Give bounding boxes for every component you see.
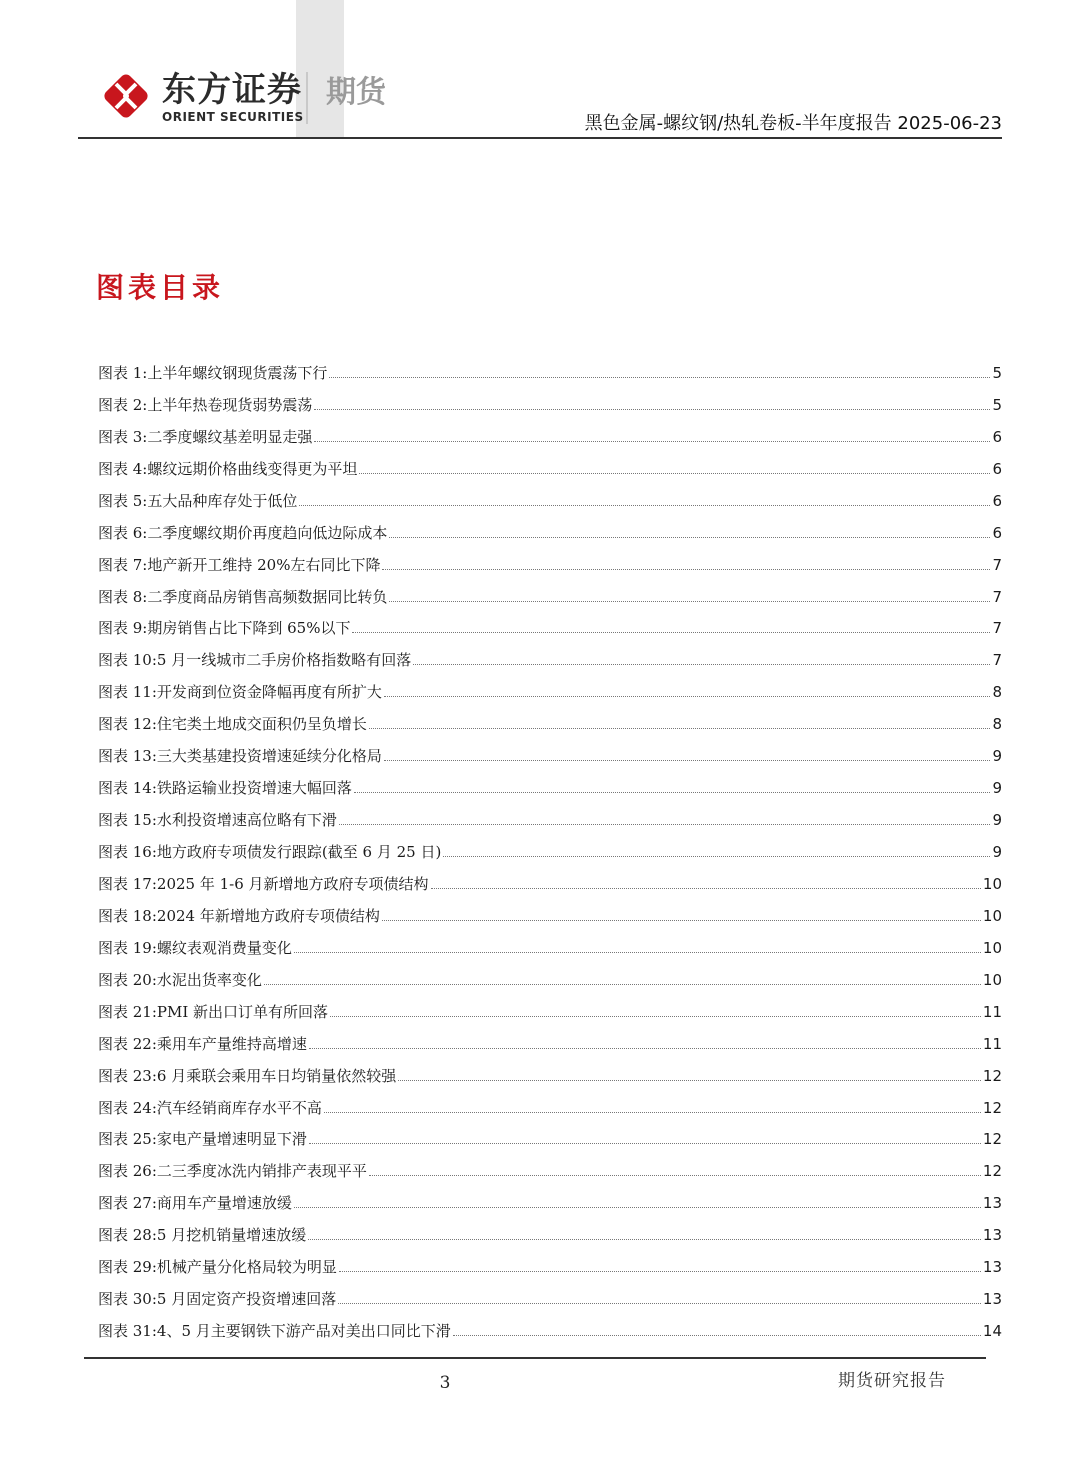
toc-entry-label: 图表 30:5 月固定资产投资增速回落 [98,1290,337,1309]
toc-entry[interactable] [98,1213,1002,1245]
header-section-label: 期货 [326,75,386,110]
toc-entry-label: 图表 18:2024 年新增地方政府专项债结构 [98,906,380,925]
toc-entry[interactable] [98,1054,1002,1086]
toc-entry-page: 6 [992,523,1002,542]
toc-entry[interactable] [98,830,1002,862]
toc-entry-label: 图表 9:期房销售占比下降到 65%以下 [98,619,351,638]
toc-entry-page: 5 [992,395,1002,414]
report-title: 黑色金属-螺纹钢/热轧卷板-半年度报告 2025-06-23 [584,113,1002,134]
toc-entry[interactable] [98,734,1002,766]
toc-title: 图表目录 [96,271,225,304]
toc-dot-leader [329,376,990,378]
toc-entry[interactable] [98,926,1002,958]
toc-entry-page: 12 [982,1066,1002,1085]
toc-dot-leader [431,887,981,889]
toc-entry[interactable] [98,351,1002,383]
orient-securities-logo-icon [100,70,152,124]
footer-rule [84,1357,986,1359]
toc-entry-page: 9 [992,843,1002,861]
toc-entry-page: 11 [982,1034,1002,1053]
toc-dot-leader [294,951,981,953]
toc-entry[interactable] [98,798,1002,830]
toc-entry[interactable] [98,766,1002,798]
toc-entry-page: 7 [992,619,1002,638]
toc-entry[interactable] [98,1086,1002,1118]
toc-entry-label: 图表 5:五大品种库存处于低位 [98,491,298,510]
toc-entry-page: 12 [982,1098,1002,1117]
toc-entry-page: 7 [992,651,1002,670]
toc-entry[interactable] [98,415,1002,447]
toc-entry-page: 6 [992,491,1002,510]
toc-entry-label: 图表 4:螺纹远期价格曲线变得更为平坦 [98,459,358,478]
toc-entry-label: 图表 14:铁路运输业投资增速大幅回落 [98,779,352,798]
toc-dot-leader [384,759,991,761]
toc-entry-page: 7 [992,587,1002,606]
toc-entry-page: 13 [982,1258,1002,1277]
toc-entry-page: 6 [992,459,1002,478]
toc-dot-leader [413,663,990,665]
toc-entry-label: 图表 23:6 月乘联会乘用车日均销量依然较强 [98,1066,397,1085]
toc-dot-leader [352,631,990,633]
toc-entry-label: 图表 28:5 月挖机销量增速放缓 [98,1226,307,1245]
header-divider [306,72,308,124]
toc-entry-page: 12 [982,1162,1002,1181]
toc-dot-leader [314,408,990,410]
toc-entry[interactable] [98,1118,1002,1150]
brand-name-chinese: 东方证券 [162,70,302,110]
toc-entry[interactable] [98,383,1002,415]
toc-dot-leader [382,919,981,921]
toc-entry[interactable] [98,1149,1002,1181]
toc-entry-label: 图表 1:上半年螺纹钢现货震荡下行 [98,363,328,382]
toc-dot-leader [369,727,991,729]
toc-entry-label: 图表 7:地产新开工维持 20%左右同比下降 [98,555,381,574]
toc-entry-page: 14 [982,1322,1002,1341]
toc-entry[interactable] [98,1181,1002,1213]
toc-dot-leader [443,855,990,857]
toc-entry-label: 图表 11:开发商到位资金降幅再度有所扩大 [98,683,382,702]
toc-dot-leader [338,1302,981,1304]
header-rule [78,137,1002,139]
toc-dot-leader [369,1174,981,1176]
toc-entry-label: 图表 31:4、5 月主要钢铁下游产品对美出口同比下滑 [98,1322,451,1341]
toc-list [98,351,1002,1341]
page-number: 3 [439,1373,451,1393]
toc-entry-label: 图表 17:2025 年 1-6 月新增地方政府专项债结构 [98,874,429,893]
footer-label: 期货研究报告 [838,1371,946,1391]
toc-entry-label: 图表 10:5 月一线城市二手房价格指数略有回落 [98,651,412,670]
toc-entry-page: 10 [982,970,1002,989]
toc-entry-label: 图表 27:商用车产量增速放缓 [98,1194,292,1213]
toc-entry[interactable] [98,1022,1002,1054]
toc-entry-label: 图表 21:PMI 新出口订单有所回落 [98,1002,329,1021]
toc-entry[interactable] [98,575,1002,607]
toc-dot-leader [299,504,990,506]
toc-entry-label: 图表 3:二季度螺纹基差明显走强 [98,427,313,446]
toc-entry[interactable] [98,990,1002,1022]
toc-entry[interactable] [98,1277,1002,1309]
toc-entry-label: 图表 26:二三季度冰洗内销排产表现平平 [98,1162,367,1181]
toc-entry-label: 图表 2:上半年热卷现货弱势震荡 [98,395,313,414]
toc-entry-page: 9 [992,779,1002,798]
toc-entry-label: 图表 16:地方政府专项债发行跟踪(截至 6 月 25 日) [98,843,442,861]
toc-entry-label: 图表 24:汽车经销商库存水平不高 [98,1098,322,1117]
toc-dot-leader [384,695,991,697]
toc-entry-page: 9 [992,747,1002,766]
toc-entry-page: 5 [992,363,1002,382]
toc-dot-leader [264,983,981,985]
toc-entry-page: 6 [992,427,1002,446]
toc-dot-leader [359,472,990,474]
toc-entry-page: 10 [982,906,1002,925]
toc-dot-leader [453,1334,981,1336]
toc-dot-leader [309,1142,981,1144]
toc-entry[interactable] [98,1309,1002,1341]
toc-entry[interactable] [98,638,1002,670]
toc-dot-leader [324,1111,981,1113]
toc-entry-page: 9 [992,811,1002,830]
toc-entry-page: 8 [992,715,1002,734]
toc-entry[interactable] [98,511,1002,543]
toc-dot-leader [382,568,990,570]
toc-entry[interactable] [98,479,1002,511]
toc-entry[interactable] [98,607,1002,639]
toc-entry[interactable] [98,670,1002,702]
toc-dot-leader [339,823,991,825]
toc-entry[interactable] [98,862,1002,894]
brand-name-english: ORIENT SECURITIES [162,110,304,124]
toc-dot-leader [389,536,990,538]
toc-dot-leader [389,600,990,602]
toc-entry-page: 11 [982,1002,1002,1021]
toc-dot-leader [309,1047,981,1049]
toc-entry-page: 8 [992,683,1002,702]
toc-entry-label: 图表 29:机械产量分化格局较为明显 [98,1258,337,1277]
toc-entry-label: 图表 25:家电产量增速明显下滑 [98,1130,307,1149]
toc-entry[interactable] [98,543,1002,575]
toc-entry-label: 图表 8:二季度商品房销售高频数据同比转负 [98,587,388,606]
toc-entry-label: 图表 20:水泥出货率变化 [98,970,262,989]
toc-dot-leader [294,1206,981,1208]
toc-dot-leader [339,1270,981,1272]
toc-entry-page: 12 [982,1130,1002,1149]
toc-entry-page: 13 [982,1290,1002,1309]
toc-dot-leader [330,1015,981,1017]
toc-entry-page: 10 [982,938,1002,957]
toc-entry-label: 图表 22:乘用车产量维持高增速 [98,1034,307,1053]
toc-entry-label: 图表 6:二季度螺纹期价再度趋向低边际成本 [98,523,388,542]
toc-entry-page: 10 [982,874,1002,893]
toc-entry-page: 7 [992,555,1002,574]
toc-entry-label: 图表 15:水利投资增速高位略有下滑 [98,811,337,830]
toc-entry[interactable] [98,702,1002,734]
toc-dot-leader [314,440,990,442]
toc-dot-leader [308,1238,981,1240]
toc-entry-label: 图表 13:三大类基建投资增速延续分化格局 [98,747,382,766]
toc-entry-page: 13 [982,1226,1002,1245]
toc-entry-page: 13 [982,1194,1002,1213]
toc-entry-label: 图表 19:螺纹表观消费量变化 [98,938,292,957]
toc-dot-leader [354,791,991,793]
toc-entry-label: 图表 12:住宅类土地成交面积仍呈负增长 [98,715,367,734]
toc-dot-leader [398,1079,981,1081]
toc-entry[interactable] [98,958,1002,990]
toc-entry[interactable] [98,894,1002,926]
toc-entry[interactable] [98,447,1002,479]
toc-entry[interactable] [98,1245,1002,1277]
